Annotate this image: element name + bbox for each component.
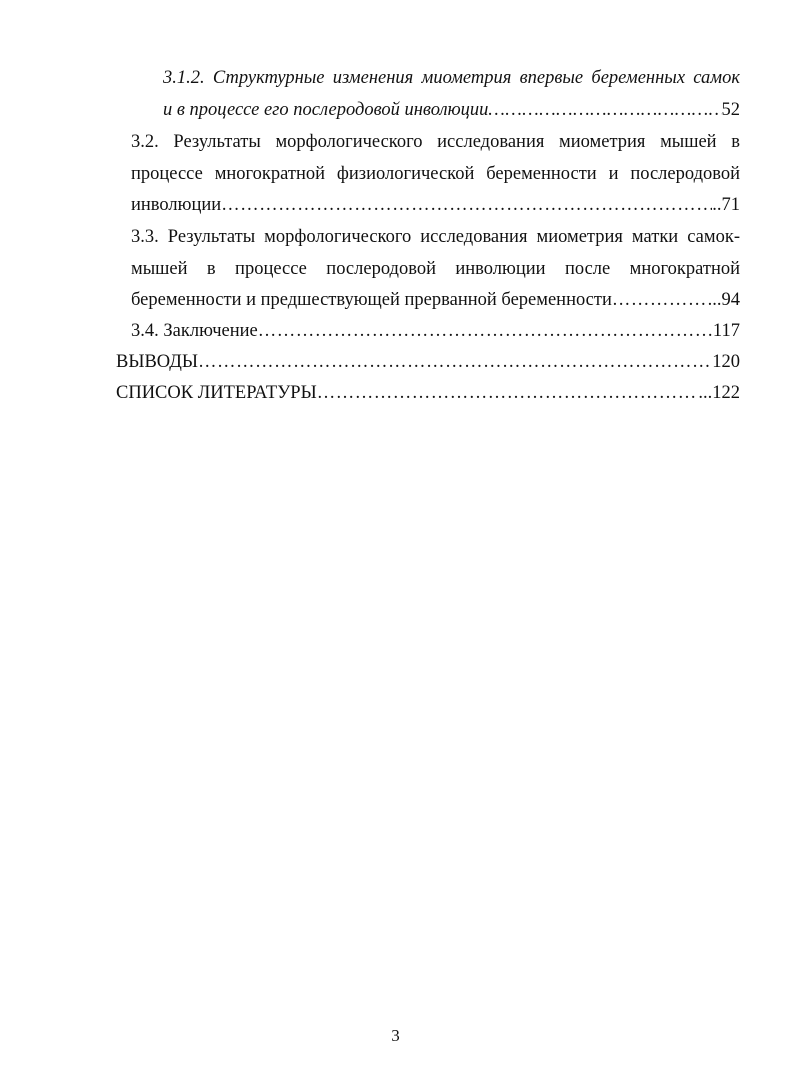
dot-leader (258, 319, 713, 343)
toc-entry-3-2-line-1: 3.2. Результаты морфологического исследования миометрия мышей в (131, 132, 740, 152)
toc-entry-3-1-2-line-2 (163, 98, 740, 122)
toc-entry-references-page: ...122 (698, 383, 740, 403)
toc-entry-3-1-2-page: 52 (721, 100, 740, 120)
toc-entry-3-3-line-1: 3.3. Результаты морфологического исследования миометрия матки самок- (131, 227, 740, 247)
toc-entry-3-1-2-title-end: и в процессе его послеродовой инволюции (163, 100, 489, 120)
toc-entry-3-4-title: 3.4. Заключение (131, 321, 258, 341)
toc-entry-3-2-page: ..71 (712, 195, 740, 215)
toc-entry-3-4 (131, 319, 740, 343)
toc-entry-3-2-line-2: процессе многократной физиологической беременности и послеродовой (131, 164, 740, 184)
toc-entry-3-3-page: ..94 (712, 290, 740, 310)
dot-leader (198, 350, 712, 374)
toc-entry-3-3-line-2: мышей в процессе послеродовой инволюции после многократной (131, 259, 740, 279)
dot-leader (317, 381, 699, 405)
toc-entry-3-3-line-3 (131, 288, 740, 312)
toc-entry-conclusions (116, 350, 740, 374)
toc-entry-references-title: СПИСОК ЛИТЕРАТУРЫ (116, 383, 317, 403)
toc-entry-3-2-line-3 (131, 193, 740, 217)
toc-entry-references (116, 381, 740, 405)
toc-entry-3-4-page: 117 (712, 321, 740, 341)
dot-leader (488, 98, 721, 122)
dot-leader (612, 288, 712, 312)
dot-leader (221, 193, 712, 217)
toc-entry-3-3-title-end: беременности и предшествующей прерванной беременности (131, 290, 612, 310)
toc-entry-3-2-title-end: инволюции (131, 195, 222, 215)
toc-entry-conclusions-page: 120 (712, 352, 740, 372)
toc-entry-conclusions-title: ВЫВОДЫ (116, 352, 199, 372)
toc-entry-3-1-2-line-1: 3.1.2. Структурные изменения миометрия впервые беременных самок (163, 68, 740, 88)
page-number: 3 (391, 1026, 400, 1045)
